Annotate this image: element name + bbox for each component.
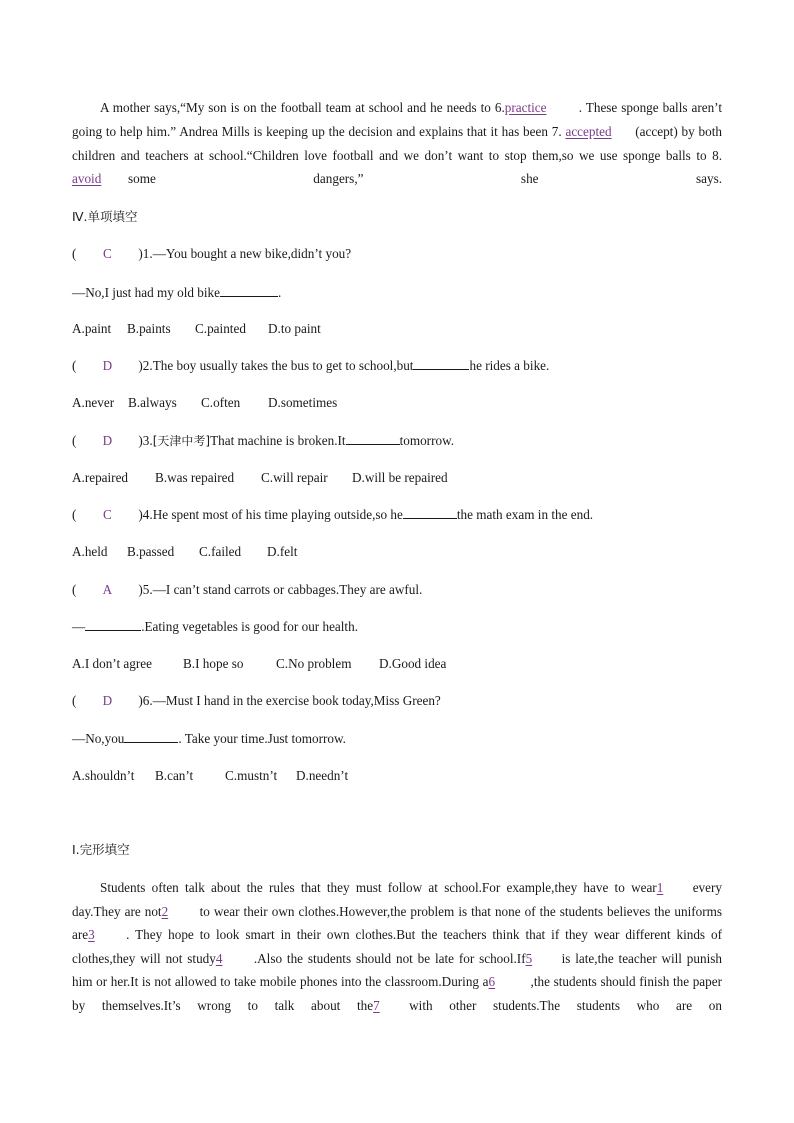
question-5-line2-post: .Eating vegetables is good for our health. [141, 619, 358, 634]
question-1-answer: C [103, 246, 112, 261]
option-c: C.will repair [261, 470, 328, 485]
cloze-paragraph [72, 876, 722, 1018]
question-1-stem [72, 244, 351, 264]
option-c: C.often [201, 395, 241, 410]
cloze-text-5: .Also the students should not be late for school.If [253, 950, 526, 966]
question-5-answer: A [102, 582, 113, 597]
question-2-text-post: he rides a bike. [469, 358, 550, 373]
question-6-answer: D [102, 693, 113, 708]
option-d: D.needn’t [296, 768, 349, 783]
option-d: D.sometimes [268, 395, 338, 410]
paren: ( [72, 693, 77, 708]
cloze-blank-1: 1 [656, 880, 664, 895]
cloze-text-1: Students often talk about the rules that they must follow at school.For example,they have to wear [100, 880, 657, 895]
cloze-text-2: every day.They are not [72, 880, 722, 919]
question-6-line2 [72, 729, 346, 749]
question-2-text-pre: )2.The boy usually takes the bus to get to school,but [138, 358, 414, 373]
cloze-text-6: is late,the teacher will punish him or her.It is not allowed to take mobile phones into the classroom.During a [72, 950, 722, 990]
reading-sentence-2: . These sponge balls aren’t going to help him.” Andrea Mills is keeping up the decision and explains that it has been 7. [72, 100, 723, 139]
option-b: B.can’t [155, 768, 194, 783]
question-4-text-post: the math exam in the end. [456, 507, 594, 522]
answer-7: accepted [565, 123, 612, 139]
question-1-line2-pre: —No,I just had my old bike [72, 285, 220, 300]
question-3-text-mid: That machine is broken.It [210, 433, 346, 448]
question-3-text-pre: )3. [138, 433, 153, 448]
option-d: D.to paint [268, 321, 321, 336]
cloze-text-3: to wear their own clothes.However,the problem is that none of the students believes the uniforms are [72, 903, 723, 943]
option-b: B.passed [127, 544, 175, 559]
question-5-text: )5.—I can’t stand carrots or cabbages.They are awful. [138, 582, 423, 597]
question-6-line2-post: . Take your time.Just tomorrow. [178, 731, 346, 746]
question-6-blank [124, 729, 178, 743]
question-3-options [72, 468, 448, 488]
question-5-line2 [72, 617, 358, 637]
question-2-blank [413, 356, 469, 370]
question-2-stem [72, 356, 549, 376]
question-3-blank [346, 431, 400, 445]
option-c: C.No problem [276, 656, 352, 671]
reading-sentence-3: (accept) by both children and teachers at school.“Children love football and we don’t want to stop them,so we use sponge balls to 8. [72, 123, 722, 163]
cloze-blank-2: 2 [161, 903, 169, 919]
paren: ( [72, 246, 77, 261]
question-1-line2-post: . [277, 285, 282, 300]
question-2-answer: D [102, 358, 113, 373]
option-a: A.never [72, 395, 115, 410]
answer-8: avoid [72, 171, 102, 187]
question-1-text: )1.—You bought a new bike,didn’t you? [138, 246, 352, 261]
cloze-blank-5: 5 [525, 950, 533, 966]
reading-paragraph [72, 96, 722, 191]
question-3-text-post: tomorrow. [399, 433, 455, 448]
option-a: A.shouldn’t [72, 768, 135, 783]
option-b: B.always [128, 395, 177, 410]
question-3-stem [72, 431, 454, 451]
paren: ( [72, 582, 77, 597]
option-d: D.felt [267, 544, 298, 559]
question-6-line2-pre: —No,you [72, 731, 125, 746]
question-4-text-pre: )4.He spent most of his time playing outside,so he [138, 507, 403, 522]
option-b: B.paints [127, 321, 171, 336]
question-1-line2 [72, 283, 281, 303]
option-a: A.I don’t agree [72, 656, 152, 671]
cloze-text-8: with other students.The students who are on [409, 997, 722, 1013]
question-5-stem [72, 580, 422, 600]
exam-source-tag: [天津中考] [152, 434, 211, 448]
option-d: D.will be repaired [352, 470, 448, 485]
question-4-options [72, 542, 297, 562]
section-4-title: Ⅳ.单项填空 [72, 209, 138, 224]
question-4-blank [403, 505, 457, 519]
option-c: C.failed [199, 544, 242, 559]
option-a: A.paint [72, 321, 112, 336]
option-b: B.was repaired [155, 470, 235, 485]
option-a: A.repaired [72, 470, 129, 485]
cloze-blank-4: 4 [215, 950, 223, 966]
option-c: C.painted [195, 321, 246, 336]
question-4-answer: C [103, 507, 112, 522]
paren: ( [72, 433, 77, 448]
question-6-stem [72, 691, 441, 711]
question-5-blank [85, 617, 141, 631]
option-d: D.Good idea [379, 656, 447, 671]
cloze-text-7: ,the students should finish the paper by themselves.It’s wrong to talk about the [72, 974, 722, 1013]
question-1-options [72, 319, 321, 339]
option-c: C.mustn’t [225, 768, 278, 783]
question-5-options [72, 654, 446, 674]
question-6-options [72, 766, 348, 786]
question-5-line2-pre: — [72, 619, 86, 634]
question-1-blank [220, 283, 278, 297]
paren: ( [72, 507, 77, 522]
answer-6: practice [504, 100, 547, 115]
question-6-text: )6.—Must I hand in the exercise book today,Miss Green? [138, 693, 441, 708]
paren: ( [72, 358, 77, 373]
cloze-blank-6: 6 [488, 974, 496, 990]
cloze-blank-7: 7 [373, 997, 380, 1013]
option-a: A.held [72, 544, 108, 559]
reading-sentence-4: some dangers,” she says. [128, 171, 722, 187]
question-2-options [72, 393, 337, 413]
question-4-stem [72, 505, 593, 525]
section-1-title: Ⅰ.完形填空 [72, 842, 130, 857]
option-b: B.I hope so [183, 656, 244, 671]
question-3-answer: D [102, 433, 113, 448]
reading-sentence-1: A mother says,“My son is on the football team at school and he needs to 6. [100, 100, 505, 115]
cloze-blank-3: 3 [88, 927, 95, 943]
cloze-text-4: . They hope to look smart in their own clothes.But the teachers think that if they wear different kinds of clothes,they will not study [72, 927, 722, 966]
